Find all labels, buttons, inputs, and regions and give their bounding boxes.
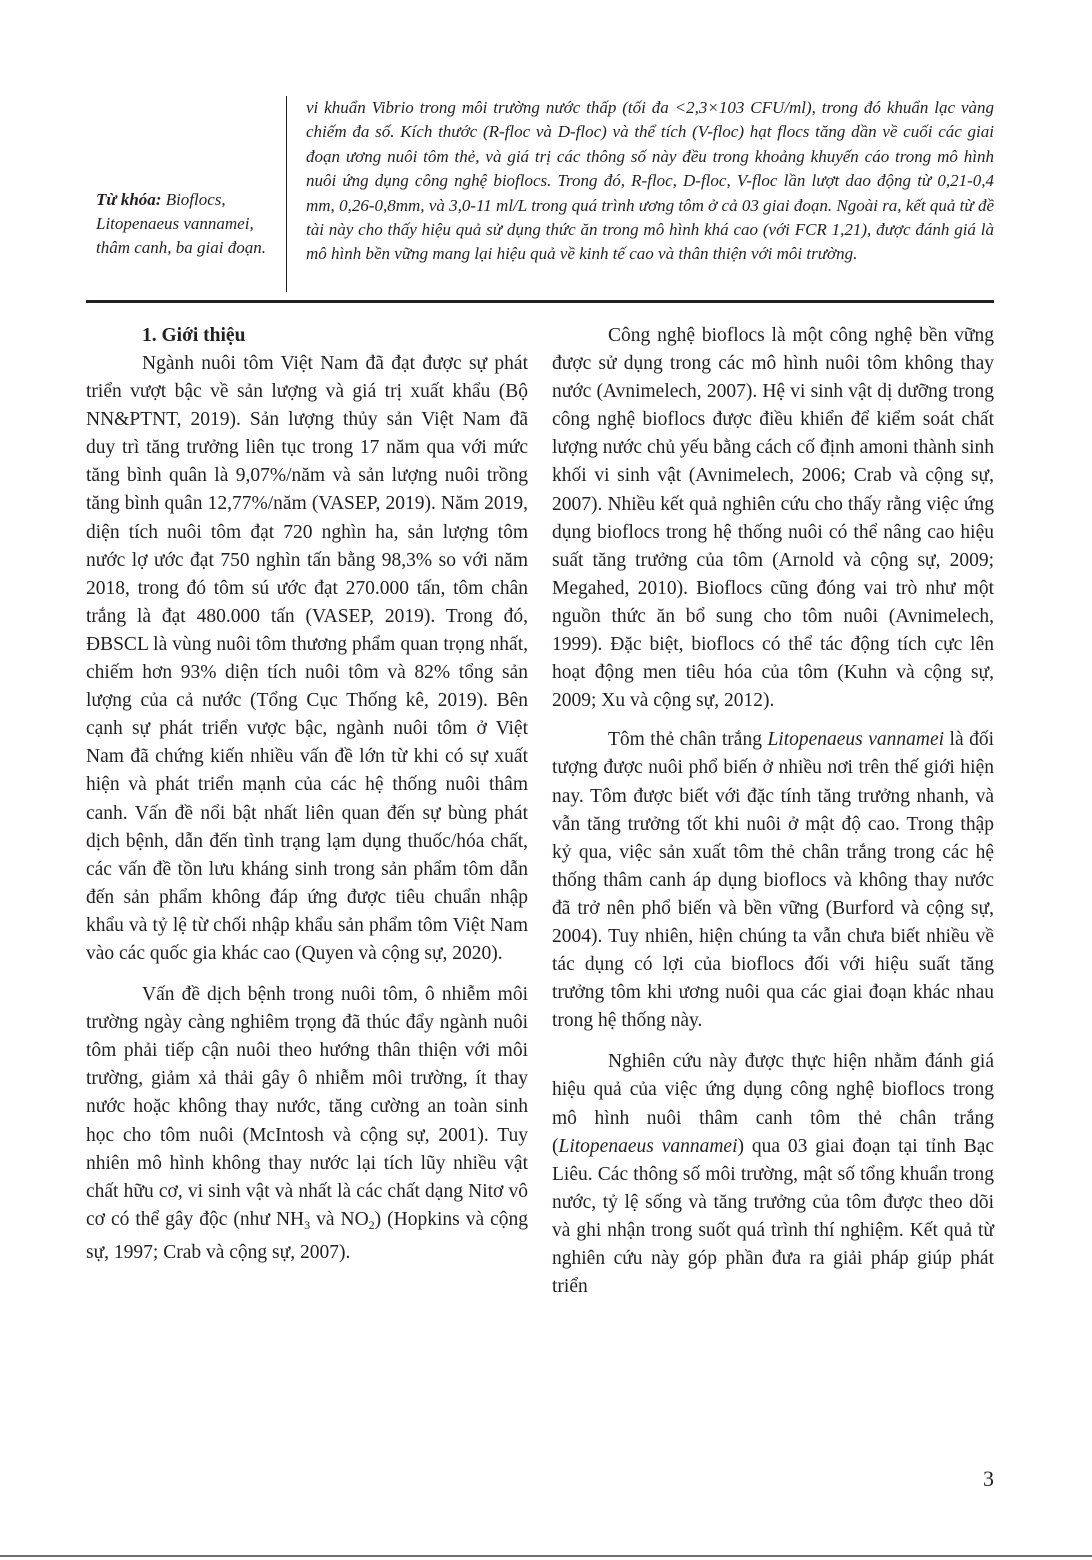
subscript-3: 3 [304, 1217, 311, 1232]
species-name: Litopenaeus vannamei [767, 729, 945, 751]
intro-paragraph-4-part-a: Tôm thẻ chân trắng [608, 729, 768, 751]
section-title: 1. Giới thiệu [142, 325, 246, 346]
subscript-2: 2 [368, 1217, 375, 1232]
intro-paragraph-2-part-a: Vấn đề dịch bệnh trong nuôi tôm, ô nhiễm môi trường ngày càng nghiêm trọng đã thúc đẩy ngành nuôi tôm phải tiếp cận nuôi theo hướng thân thiện với môi trường, giảm xả thải gây ô nhiễm môi trường, ít thay nước hoặc không thay nước, tăng cường an toàn sinh học cho tôm nuôi (McIntosh và cộng sự, 2001). Tuy nhiên mô hình không thay nước lại tích lũy nhiều vật chất hữu cơ, vi sinh vật và nhất là các chất dạng Nitơ vô cơ có thể gây độc (như NH [86, 984, 528, 1230]
intro-paragraph-2 [86, 981, 528, 1267]
right-column [552, 322, 994, 1301]
page-number: 3 [983, 1466, 994, 1491]
intro-paragraph-4 [552, 726, 994, 1035]
intro-paragraph-3: Công nghệ bioflocs là một công nghệ bền vững được sử dụng trong các mô hình nuôi tôm không thay nước (Avnimelech, 2007). Hệ vi sinh vật dị dưỡng trong công nghệ bioflocs được điều khiển để kiểm soát chất lượng nước chủ yếu bằng cách cố định amoni thành sinh khối vi sinh vật (Avnimelech, 2006; Crab và cộng sự, 2007). Nhiều kết quả nghiên cứu cho thấy rằng việc ứng dụng bioflocs trong hệ thống nuôi có thể nâng cao hiệu suất tăng trưởng của tôm (Arnold và cộng sự, 2009; Megahed, 2010). Bioflocs cũng đóng vai trò như một nguồn thức ăn bổ sung cho tôm nuôi (Avnimelech, 1999). Đặc biệt, bioflocs có thể tác động tích cực lên hoạt động men tiêu hóa của tôm (Kuhn và cộng sự, 2009; Xu và cộng sự, 2012). [552, 325, 994, 712]
intro-paragraph-2-part-b: và NO [310, 1208, 369, 1230]
left-column [86, 322, 528, 1267]
intro-paragraph-5 [552, 1048, 994, 1301]
abstract-rule [86, 300, 994, 303]
keywords-text: Bioflocs, Litopenaeus vannamei, thâm canh, ba giai đoạn. [96, 190, 266, 257]
intro-paragraph-5-part-b: ) qua 03 giai đoạn tại tỉnh Bạc Liêu. Các thông số môi trường, mật số tổng khuẩn trong nước, tỷ lệ sống và tăng trưởng của tôm được theo dõi và ghi nhận trong suốt quá trình thí nghiệm. Kết quả từ nghiên cứu này góp phần đưa ra giải pháp giúp phát triển [552, 1135, 995, 1298]
intro-paragraph-1: Ngành nuôi tôm Việt Nam đã đạt được sự phát triển vượt bậc về sản lượng và giá trị xuất khẩu (Bộ NN&PTNT, 2019). Sản lượng thủy sản Việt Nam đã duy trì tăng trưởng liên tục trong 17 năm qua với mức tăng bình quân là 9,07%/năm và sản lượng nuôi trồng tăng bình quân 12,77%/năm (VASEP, 2019). Năm 2019, diện tích nuôi tôm đạt 720 nghìn ha, sản lượng tôm nước lợ ước đạt 750 nghìn tấn bằng 98,3% so với năm 2018, trong đó tôm sú ước đạt 270.000 tấn, tôm chân trắng là đạt 480.000 tấn (VASEP, 2019). Trong đó, ĐBSCL là vùng nuôi tôm thương phẩm quan trọng nhất, chiếm hơn 93% diện tích nuôi tôm và 82% tổng sản lượng của cả nước (Tổng Cục Thống kê, 2019). Bên cạnh sự phát triển vược bậc, ngành nuôi tôm ở Việt Nam đã chứng kiến nhiều vấn đề lớn từ khi có sự xuất hiện và phát triển mạnh của các hệ thống nuôi thâm canh. Vấn đề nổi bật nhất liên quan đến sự bùng phát dịch bệnh, dẫn đến tình trạng lạm dụng thuốc/hóa chất, các vấn đề tồn lưu kháng sinh trong sản phẩm tôm dẫn đến sản phẩm không đáp ứng được tiêu chuẩn nhập khẩu và tỷ lệ từ chối nhập khẩu sản phẩm tôm Việt Nam vào các quốc gia khác cao (Quyen và cộng sự, 2020). [86, 353, 528, 964]
keywords-label: Từ khóa: [96, 190, 162, 209]
keywords-divider [286, 96, 287, 292]
abstract-text: vi khuẩn Vibrio trong môi trường nước thấp (tối đa <2,3×103 CFU/ml), trong đó khuẩn lạc vàng chiếm đa số. Kích thước (R-floc và D-floc) và thể tích (V-floc) hạt flocs tăng dần về cuối các giai đoạn ương nuôi tôm thẻ, và giá trị các thông số này đều trong khoảng khuyến cáo trong mô hình nuôi ứng dụng công nghệ bioflocs. Trong đó, R-floc, D-floc, V-floc lần lượt dao động từ 0,21-0,4 mm, 0,26-0,8mm, và 3,0-11 ml/L trong quá trình ương tôm ở cả 03 giai đoạn. Ngoài ra, kết quả từ đề tài này cho thấy hiệu quả sử dụng thức ăn trong mô hình khá cao (với FCR 1,21), được đánh giá là mô hình bền vững mang lại hiệu quả về kinh tế cao và thân thiện với môi trường. [306, 98, 994, 264]
intro-paragraph-5-part-a: Nghiên cứu này được thực hiện nhằm đánh giá hiệu quả của việc ứng dụng công nghệ bioflocs trong mô hình nuôi thâm canh tôm thẻ chân trắng ( [552, 1051, 994, 1157]
keywords-block [96, 188, 286, 260]
intro-paragraph-4-part-b: là đối tượng được nuôi phổ biến ở nhiều nơi trên thế giới hiện nay. Tôm được biết với đặc tính tăng trưởng nhanh, và vẫn tăng trưởng tốt khi nuôi ở mật độ cao. Trong thập kỷ qua, việc sản xuất tôm thẻ chân trắng trong các hệ thống thâm canh áp dụng bioflocs và không thay nước đã trở nên phổ biến và bền vững (Burford và cộng sự, 2004). Tuy nhiên, hiện chúng ta vẫn chưa biết nhiều về tác dụng có lợi của bioflocs đối với hiệu suất tăng trưởng tôm khi ương nuôi qua các giai đoạn khác nhau trong hệ thống này. [552, 729, 995, 1032]
intro-paragraph-2-part-c: ) (Hopkins và cộng sự, 1997; Crab và cộng sự, 2007). [86, 1208, 529, 1263]
species-name: Litopenaeus vannamei [558, 1135, 738, 1157]
bottom-edge [0, 1555, 1092, 1557]
